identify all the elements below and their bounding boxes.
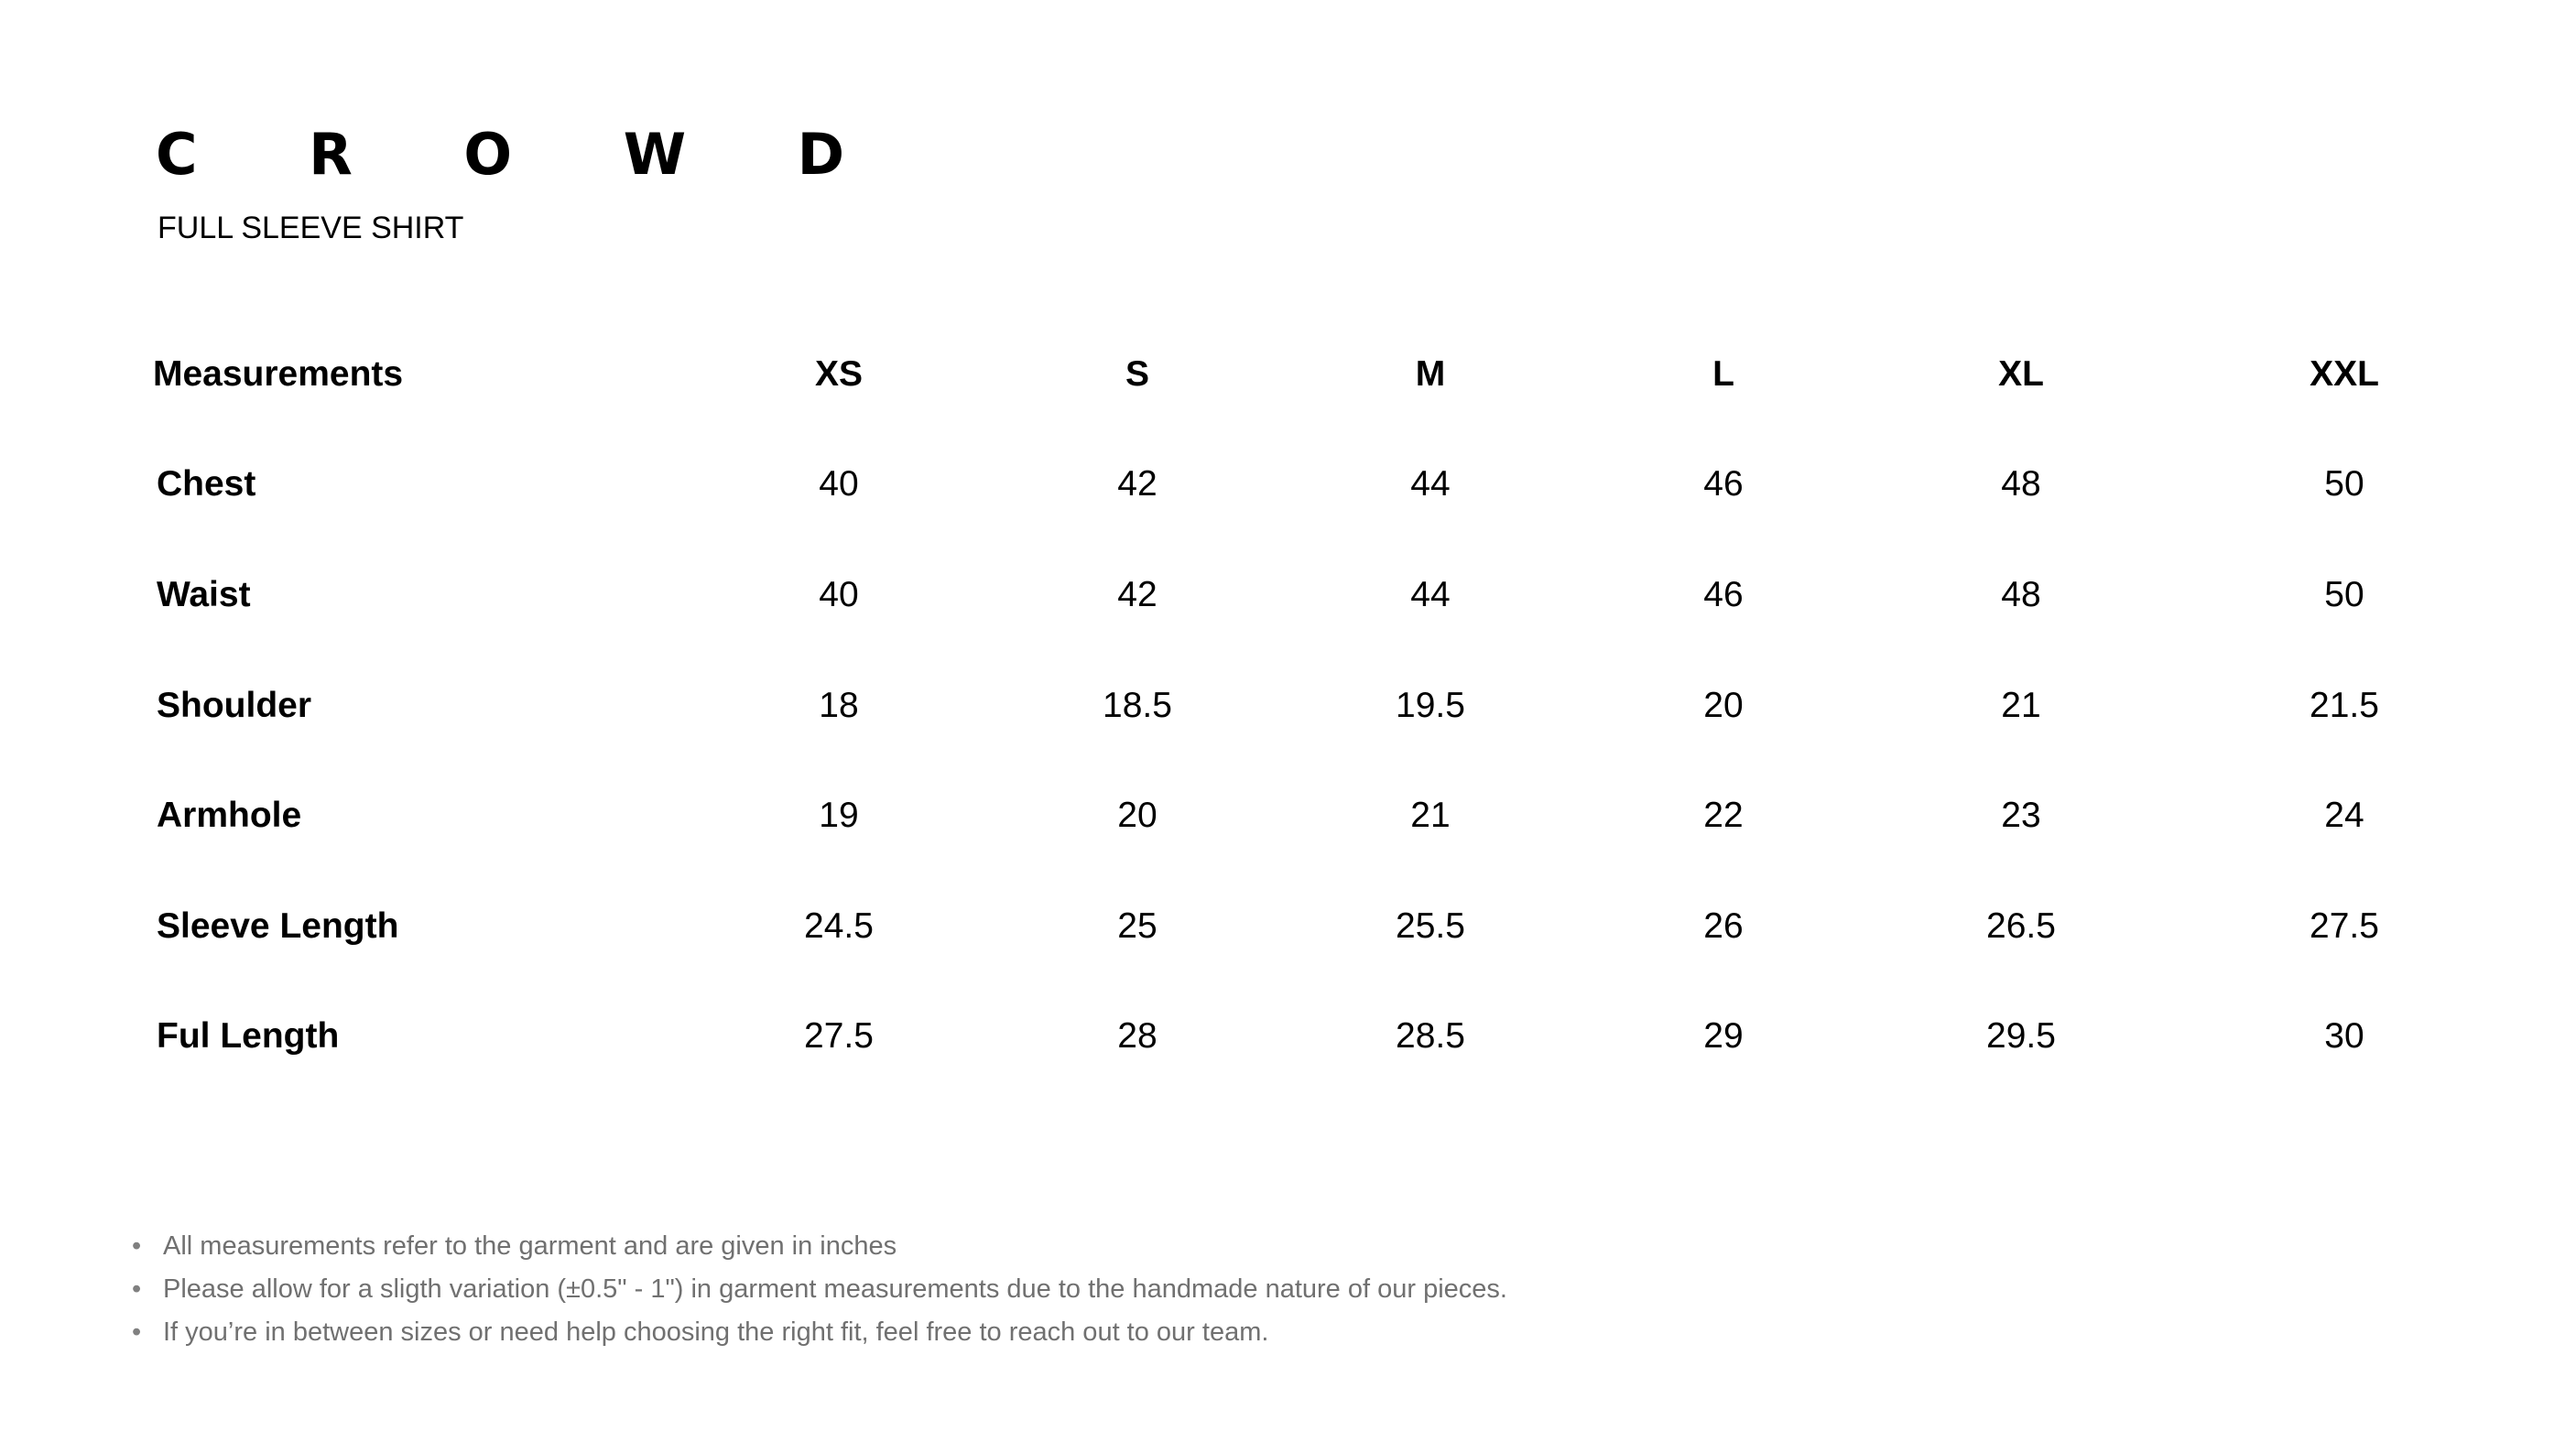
header-size-m: M (1415, 354, 1446, 394)
table-cell: 46 (1703, 464, 1744, 504)
table-cell: 50 (2324, 464, 2364, 504)
bullet-icon: • (132, 1317, 142, 1347)
table-cell: 24 (2324, 796, 2364, 835)
row-label: Shoulder (157, 686, 312, 725)
table-row-armhole (0, 788, 2576, 843)
note-item (128, 1268, 1507, 1311)
table-cell: 27.5 (804, 1016, 874, 1056)
table-row-chest (0, 457, 2576, 512)
product-title: FULL SLEEVE SHIRT (158, 211, 464, 245)
table-row-full-length (0, 1009, 2576, 1064)
table-cell: 19.5 (1396, 686, 1465, 725)
header-size-xl: XL (1998, 354, 2044, 394)
table-cell: 44 (1410, 575, 1451, 614)
table-cell: 25.5 (1396, 906, 1465, 946)
note-item (128, 1311, 1507, 1354)
table-cell: 30 (2324, 1016, 2364, 1056)
table-cell: 46 (1703, 575, 1744, 614)
table-cell: 27.5 (2310, 906, 2379, 946)
table-cell: 28 (1117, 1016, 1158, 1056)
header-size-l: L (1712, 354, 1734, 394)
table-cell: 18 (819, 686, 859, 725)
header-size-xxl: XXL (2310, 354, 2379, 394)
note-text: Please allow for a sligth variation (±0.5" - 1") in garment measurements due to the handmade nature of our pieces. (163, 1274, 1507, 1304)
table-cell: 23 (2001, 796, 2041, 835)
row-label: Ful Length (157, 1016, 340, 1056)
table-cell: 42 (1117, 575, 1158, 614)
brand-logo: C R O W D (156, 121, 891, 188)
table-row-shoulder (0, 678, 2576, 733)
table-cell: 50 (2324, 575, 2364, 614)
table-cell: 19 (819, 796, 859, 835)
row-label: Sleeve Length (157, 906, 399, 946)
row-label: Armhole (157, 796, 302, 835)
table-row-waist (0, 568, 2576, 623)
table-cell: 21.5 (2310, 686, 2379, 725)
table-cell: 18.5 (1103, 686, 1172, 725)
table-cell: 24.5 (804, 906, 874, 946)
table-cell: 26 (1703, 906, 1744, 946)
bullet-icon: • (132, 1274, 142, 1304)
bullet-icon: • (132, 1231, 142, 1261)
table-cell: 25 (1117, 906, 1158, 946)
fit-notes-list (128, 1225, 1507, 1354)
table-row-sleeve-length (0, 899, 2576, 954)
table-cell: 26.5 (1986, 906, 2056, 946)
table-cell: 21 (2001, 686, 2041, 725)
table-cell: 48 (2001, 575, 2041, 614)
table-header-row (0, 347, 2576, 402)
table-cell: 22 (1703, 796, 1744, 835)
note-text: If you’re in between sizes or need help choosing the right fit, feel free to reach out to our team. (163, 1317, 1269, 1347)
table-cell: 40 (819, 575, 859, 614)
table-cell: 29.5 (1986, 1016, 2056, 1056)
table-cell: 21 (1410, 796, 1451, 835)
row-label: Waist (157, 575, 251, 614)
header-size-xs: XS (814, 354, 864, 394)
table-cell: 29 (1703, 1016, 1744, 1056)
table-cell: 48 (2001, 464, 2041, 504)
table-cell: 40 (819, 464, 859, 504)
table-cell: 20 (1117, 796, 1158, 835)
row-label: Chest (157, 464, 256, 504)
header-size-s: S (1125, 354, 1149, 394)
table-cell: 42 (1117, 464, 1158, 504)
header-measurements: Measurements (153, 354, 404, 394)
table-cell: 20 (1703, 686, 1744, 725)
note-item (128, 1225, 1507, 1268)
table-cell: 44 (1410, 464, 1451, 504)
table-cell: 28.5 (1396, 1016, 1465, 1056)
note-text: All measurements refer to the garment and are given in inches (163, 1231, 897, 1261)
